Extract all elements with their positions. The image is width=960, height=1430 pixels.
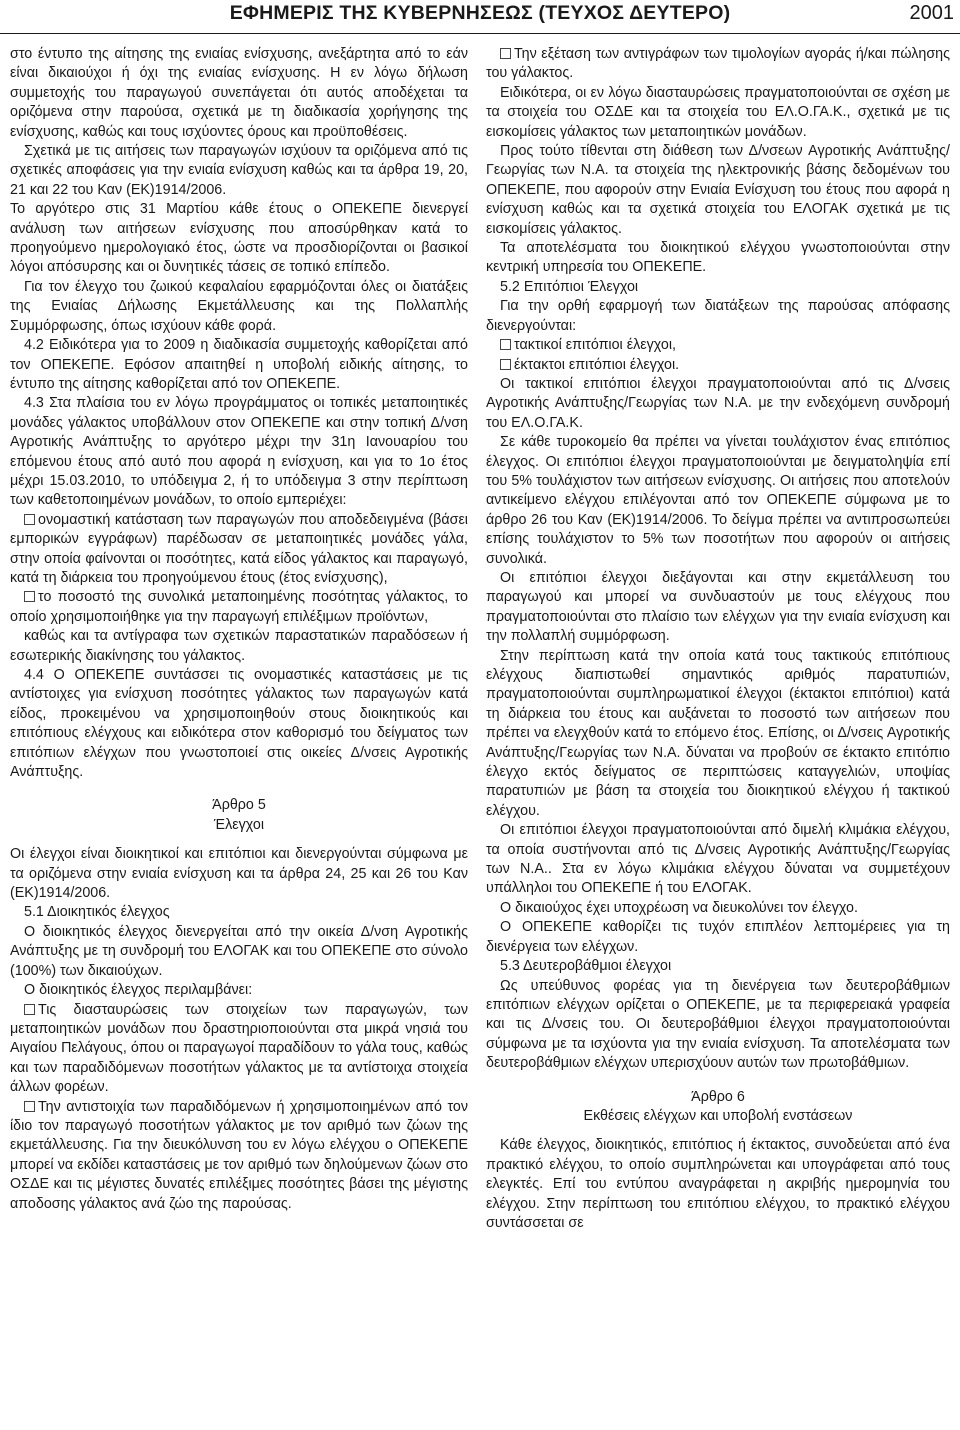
paragraph — [486, 569, 950, 647]
paragraph — [486, 899, 950, 918]
paragraph-text: Τα αποτελέσματα του διοικητικού ελέγχου γνωστοποιούνται στην κεντρική υπηρεσία του ΟΠΕΚΕΠΕ. — [486, 240, 950, 276]
paragraph — [486, 977, 950, 1074]
paragraph-text: 4.2 Ειδικότερα για το 2009 η διαδικασία συμμετοχής καθορίζεται από τον ΟΠΕΚΕΠΕ. Εφόσον απαιτηθεί η υποβολή ειδικής αίτησης, το έντυπο της αίτησης καθορίζεται από τον ΟΠΕΚΕΠΕ. — [10, 337, 468, 392]
paragraph-text: Άρθρο 6 — [691, 1088, 745, 1105]
paragraph — [10, 923, 468, 981]
paragraph-text: Ως υπεύθυνος φορέας για τη διενέργεια των δευτεροβάθμιων επιτόπιων ελέγχων ορίζεται ο ΟΠΕΚΕΠΕ, με τα περιφερειακά γραφεία και τις Δ/νσεις του. Οι δευτεροβάθμιοι έλεγχοι πραγματοποιούνται σύμφωνα με τα ισχύοντα για την ενιαία ενίσχυση. Τα αποτελέσματα των δευτεροβάθμιων ελέγχων υπερισχύουν αυτών των πρωτοβάθμιων. — [486, 977, 950, 1072]
paragraph — [10, 394, 468, 510]
paragraph-text: Για την ορθή εφαρμογή των διατάξεων της παρούσας απόφασης διενεργούνται: — [486, 298, 950, 334]
paragraph — [10, 45, 468, 142]
paragraph — [486, 433, 950, 569]
article-heading — [486, 1088, 950, 1107]
bullet-paragraph — [486, 45, 950, 84]
paragraph-text: Στην περίπτωση κατά την οποία κατά τους τακτικούς επιτόπιους ελέγχους διαπιστωθεί σημαντικός αριθμός παρατυπιών, πραγματοποιούνται συμπληρωματικοί έλεγχοι (έκτακτοι επιτόπιοι) κατά τη διάρκεια του έτους και αυξάνεται το ποσοστό των αιτήσεων που πρέπει να ελεγχθούν κατά το επόμενο έτος. Επίσης, οι Δ/νσεις Αγροτικής Ανάπτυξης/Γεωργίας των Ν.Α. δύναται να προβούν σε έκτακτο επιτόπιο έλεγχο εκτός δείγματος σε περιπτώσεις καταγγελιών, υποψίας παρατυπιών με βάση τα στοιχεία του διοικητικού ελέγχου ή τακτικού ελέγχου. — [486, 647, 950, 819]
paragraph — [486, 1136, 950, 1233]
paragraph — [486, 142, 950, 239]
article-heading — [10, 796, 468, 815]
bullet-paragraph — [10, 588, 468, 627]
article-heading — [10, 816, 468, 835]
bullet-box-icon — [24, 591, 35, 602]
paragraph-text: Την εξέταση των αντιγράφων των τιμολογίων αγοράς ή/και πώλησης του γάλακτος. — [486, 46, 950, 82]
bullet-box-icon — [500, 339, 511, 350]
page-number: 2001 — [909, 2, 954, 24]
paragraph-text: Για τον έλεγχο του ζωικού κεφαλαίου εφαρμόζονται όλες οι διατάξεις της Ενιαίας Δήλωσης Εκμετάλλευσης και της Πολλαπλής Συμμόρφωσης, όπως ισχύουν κάθε φορά. — [10, 278, 468, 334]
paragraph — [486, 957, 950, 976]
paragraph — [10, 627, 468, 666]
bullet-paragraph — [10, 511, 468, 589]
bullet-box-icon — [24, 1101, 35, 1112]
paragraph — [10, 845, 468, 903]
paragraph-text: τακτικοί επιτόπιοι έλεγχοι, — [514, 337, 676, 354]
header-rule — [0, 33, 960, 34]
left-column — [10, 45, 468, 1214]
paragraph — [486, 239, 950, 278]
bullet-paragraph — [10, 1098, 468, 1214]
paragraph-text: Το αργότερο στις 31 Μαρτίου κάθε έτους ο ΟΠΕΚΕΠΕ διενεργεί ανάλυση των αιτήσεων ενίσχυσης που αποσύρθηκαν κατά το προηγούμενο ημερολογιακό έτος, ώστε να προσδιορίζονται οι βασικοί λόγοι απόσυρσης και οι δυνητικές τάσεις σε τοπικό επίπεδο. — [10, 201, 468, 276]
paragraph-text: 5.1 Διοικητικός έλεγχος — [24, 904, 170, 921]
paragraph-text: Άρθρο 5 — [212, 797, 266, 814]
paragraph — [10, 142, 468, 200]
paragraph-text: Κάθε έλεγχος, διοικητικός, επιτόπιος ή έκτακτος, συνοδεύεται από ένα πρακτικό ελέγχου, το οποίο συμπληρώνεται και υπογράφεται από τους ελεγκτές. Επί του εντύπου αναγράφεται η ακριβής ημερομηνία του ελέγχου. Στην περίπτωση του επιτόπιου ελέγχου, το πρακτικό ελέγχου συντάσσεται σε — [486, 1137, 950, 1231]
paragraph-text: Ο διοικητικός έλεγχος διενεργείται από την οικεία Δ/νση Αγροτικής Ανάπτυξης με τη συνδρομή του ΕΛΟΓΑΚ και του ΟΠΕΚΕΠΕ στο σύνολο (100%) των δικαιούχων. — [10, 923, 468, 979]
paragraph — [10, 336, 468, 394]
paragraph — [486, 821, 950, 899]
paragraph — [10, 666, 468, 782]
paragraph — [10, 903, 468, 922]
paragraph — [486, 375, 950, 433]
paragraph-text: Ο δικαιούχος έχει υποχρέωση να διευκολύνει τον έλεγχο. — [500, 899, 858, 916]
paragraph-text: Ειδικότερα, οι εν λόγω διασταυρώσεις πραγματοποιούνται σε σχέση με τα στοιχεία του ΟΣΔΕ και τα στοιχεία του ΕΛ.Ο.ΓΑ.Κ., σχετικά με τις εισκομίσεις γάλακτος των μεταποιητικών μονάδων. — [486, 84, 950, 140]
paragraph-text: Οι επιτόπιοι έλεγχοι πραγματοποιούνται από διμελή κλιμάκια ελέγχου, τα οποία συστήνονται από τις Δ/νσεις Αγροτικής Ανάπτυξης/Γεωργίας των Ν.Α.. Στα εν λόγω κλιμάκια ελέγχου δύναται να συμμετέχουν υπάλληλοι του ΟΠΕΚΕΠΕ ή του ΕΛΟΓΑΚ. — [486, 822, 950, 897]
paragraph-text: το ποσοστό της συνολικά μεταποιημένης ποσότητας γάλακτος, το οποίο χρησιμοποιήθηκε για την παραγωγή επιλέξιμων προϊόντων, — [10, 589, 468, 625]
paragraph — [10, 278, 468, 336]
paragraph-text: Προς τούτο τίθενται στη διάθεση των Δ/νσεων Αγροτικής Ανάπτυξης/Γεωργίας των Ν.Α. τα στοιχεία της ηλεκτρονικής βάσης δεδομένων του ΟΠΕΚΕΠΕ, που αφορούν στην Ενιαία Ενίσχυση του έτους που αφορά η ενίσχυση καθώς και τα σχετικά στοιχεία του ΕΛΟΓΑΚ σχετικά με τις εισκομίσεις γάλακτος. — [486, 143, 950, 237]
bullet-box-icon — [24, 1004, 35, 1015]
bullet-paragraph — [486, 356, 950, 375]
paragraph — [10, 981, 468, 1000]
paragraph-text: καθώς και τα αντίγραφα των σχετικών παραστατικών παραδόσεων ή εσωτερικής διακίνησης του γάλακτος. — [10, 628, 468, 664]
article-heading — [486, 1107, 950, 1126]
bullet-box-icon — [500, 359, 511, 370]
paragraph-text: Τις διασταυρώσεις των στοιχείων των παραγωγών, των μεταποιητικών μονάδων που δραστηριοποιούνται στα μικρά νησιά του Αιγαίου Πελάγους, όπου οι παραγωγοί παραδίδουν το γάλα τους, καθώς και των παραδιδόμενων ποσοτήτων γάλακτος με τα αντίστοιχα στοιχεία άλλων φορέων. — [10, 1001, 468, 1096]
paragraph — [486, 297, 950, 336]
paragraph-text: Την αντιστοιχία των παραδιδόμενων ή χρησιμοποιημένων από τον ίδιο τον παραγωγό ποσοτήτων γάλακτος με τον αριθμό των ζώων της εκμετάλλευσης. Για την διευκόλυνση του εν λόγω ελέγχου ο ΟΠΕΚΕΠΕ μπορεί να εκδίδει καταστάσεις με τον αριθμό των δηλούμενων ζώων στο ΟΣΔΕ και τις μέγιστες δυνατές επιλέξιμες ποσότητες βάσει της μέγιστης αποδοσης γάλακτος ανά ζώο της παρούσας. — [10, 1098, 468, 1212]
paragraph — [486, 647, 950, 822]
paragraph-text: Οι τακτικοί επιτόπιοι έλεγχοι πραγματοποιούνται από τις Δ/νσεις Αγροτικής Ανάπτυξης/Γεωργίας των Ν.Α. με την ενδεχόμενη συνδρομή του ΕΛ.Ο.ΓΑ.Κ. — [486, 375, 950, 431]
paragraph-text: Ο ΟΠΕΚΕΠΕ καθορίζει τις τυχόν επιπλέον λεπτομέρειες για τη διενέργεια των ελέγχων. — [486, 919, 950, 955]
paragraph-text: Ο διοικητικός έλεγχος περιλαμβάνει: — [24, 982, 253, 999]
bullet-box-icon — [500, 48, 511, 59]
paragraph-text: 4.4 Ο ΟΠΕΚΕΠΕ συντάσσει τις ονομαστικές καταστάσεις με τις αντίστοιχες για ενίσχυση ποσότητες γάλακτος των παραγωγών κατά είδος, προκειμένου να χρησιμοποιηθούν στους διοικητικούς και επιτόπιους ελέγχους και ειδικότερα στον καθορισμό του δείγματος των επιτόπιων ελέγχων που γνωστοποιεί στις οικείες Δ/νσεις Αγροτικής Ανάπτυξης. — [10, 667, 468, 781]
bullet-paragraph — [10, 1001, 468, 1098]
paragraph — [486, 84, 950, 142]
bullet-paragraph — [486, 336, 950, 355]
paragraph-text: Οι έλεγχοι είναι διοικητικοί και επιτόπιοι και διενεργούνται σύμφωνα με τα οριζόμενα στην ενιαία ενίσχυση και τα άρθρα 24, 25 και 26 του Καν (ΕΚ)1914/2006. — [10, 846, 468, 902]
paragraph-text: 5.2 Επιτόπιοι Έλεγχοι — [500, 278, 639, 295]
paragraph-text: Έλεγχοι — [213, 816, 265, 833]
right-column — [486, 45, 950, 1233]
paragraph — [486, 278, 950, 297]
paragraph-text: Εκθέσεις ελέγχων και υποβολή ενστάσεων — [583, 1107, 853, 1124]
paragraph-text: Οι επιτόπιοι έλεγχοι διεξάγονται και στην εκμετάλλευση του παραγωγού και μπορεί να συνδυαστούν με τους ελέγχους που πραγματοποιούνται στο πλαίσιο των ελέγχων για την ενιαία ενίσχυση και την πολλαπλή συμμόρφωση. — [486, 569, 950, 645]
paragraph-text: 4.3 Στα πλαίσια του εν λόγω προγράμματος οι τοπικές μεταποιητικές μονάδες γάλακτος υποβάλλουν στον ΟΠΕΚΕΠΕ και στην τοπική Δ/νση Αγροτικής Ανάπτυξης το αργότερο μέχρι την 31η Ιανουαρίου του επόμενου έτους από αυτό που αφορά η ενίσχυση, και για το 1ο έτος μέχρι 15.03.2010, το υπόδειγμα 2, ή το υπόδειγμα 3 στην περίπτωση των καθετοποιημένων μονάδων, το οποίο εμπεριέχει: — [10, 395, 468, 509]
paragraph-text: στο έντυπο της αίτησης της ενιαίας ενίσχυσης, ανεξάρτητα από το εάν είναι δικαιούχοι ή όχι της ενιαίας ενίσχυσης. Η εν λόγω δήλωση συμμετοχής του παραγωγού συνεπάγεται ότι αυτός αποδέχεται τα οριζόμενα στην παρούσα, σχετικά με τη διαδικασία χορήγησης της ενίσχυσης, καθώς και τους ισχύοντες όρους και προϋποθέσεις. — [10, 46, 468, 140]
paragraph-text: έκτακτοι επιτόπιοι έλεγχοι. — [514, 356, 680, 373]
page-header — [0, 0, 960, 34]
paragraph — [486, 918, 950, 957]
paragraph-text: Σε κάθε τυροκομείο θα πρέπει να γίνεται τουλάχιστον ένας επιτόπιος έλεγχος. Οι επιτόπιοι έλεγχοι πραγματοποιούνται με δειγματοληψία επί του 5% τουλάχιστον των αιτήσεων ενίσχυσης. Οι αιτήσεις που αποτελούν αντικείμενο ελέγχου επιλέγονται από τον ΟΠΕΚΕΠΕ σύμφωνα με το άρθρο 26 του Καν (ΕΚ)1914/2006. Το δείγμα πρέπει να αντιπροσωπεύει επίσης τουλάχιστον το 5% των ποσοτήτων που αφορούν οι αιτήσεις συνολικά. — [486, 434, 950, 567]
paragraph-text: Σχετικά με τις αιτήσεις των παραγωγών ισχύουν τα οριζόμενα από τις σχετικές αποφάσεις για την ενιαία ενίσχυση καθώς και τα άρθρα 19, 20, 21 και 22 του Καν (ΕΚ)1914/2006. — [10, 143, 468, 198]
paragraph — [10, 200, 468, 278]
gazette-title: ΕΦΗΜΕΡΙΣ ΤΗΣ ΚΥΒΕΡΝΗΣΕΩΣ (ΤΕΥΧΟΣ ΔΕΥΤΕΡΟ) — [229, 2, 731, 24]
paragraph-text: ονομαστική κατάσταση των παραγωγών που αποδεδειγμένα (βάσει εμπορικών εγγράφων) παρέδωσαν σε μεταποιητικές μονάδες γάλα, στην οποία φαίνονται οι ποσότητες, κατά είδος γάλακτος και παραγωγό, κατά τη διάρκεια του προηγούμενου έτους (έτος ενίσχυσης), — [10, 511, 468, 586]
bullet-box-icon — [24, 514, 35, 525]
paragraph-text: 5.3 Δευτεροβάθμιοι έλεγχοι — [500, 958, 672, 975]
